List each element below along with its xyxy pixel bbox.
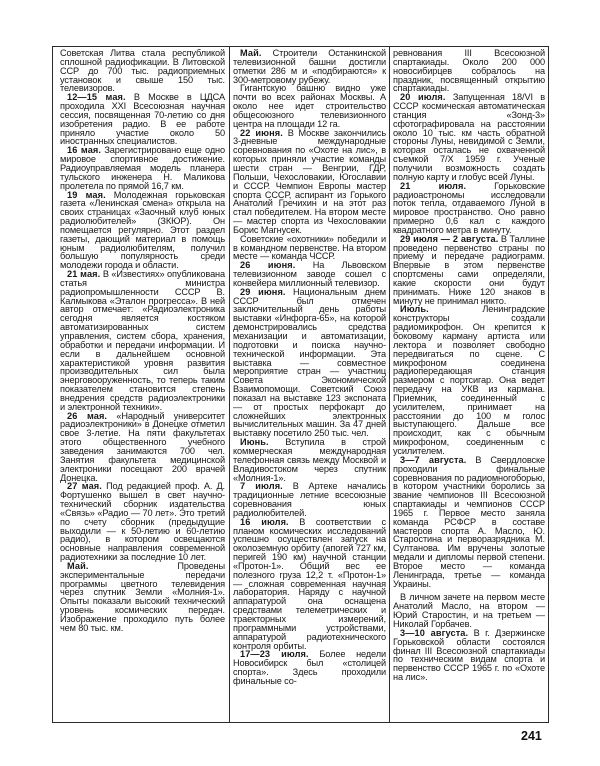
- entry-text: Под редакцией проф. А. Д. Фортушенко вышел в свет научно-технический сборник издательства «Связь» «Радио — 70 лет». Это третий по счету сборник (предыдущие выходили — к 50-летию и 60-летию радио), в котором освещаются основные направления современной радиотехники за последние 10 лет.: [60, 481, 225, 563]
- entry-text: Строители Останкинской телевизионной башни достигли отметки 286 м и «подбираются» к 300-метровому рубежу.: [233, 49, 386, 85]
- entry-date: 29 июля — 2 августа.: [400, 233, 499, 244]
- chronicle-entry: [233, 518, 386, 651]
- chronicle-entry: [233, 438, 386, 482]
- chronicle-entry: [60, 482, 225, 562]
- chronicle-entry: [393, 456, 545, 589]
- frame-right-rule: [548, 46, 549, 723]
- entry-text: В Артеке начались традиционные летние всесоюзные соревнования юных радиолюбителей.: [233, 481, 386, 518]
- chronicle-entry: [393, 593, 545, 628]
- chronicle-entry: [60, 562, 225, 633]
- chronicle-entry: [233, 482, 386, 517]
- chronicle-entry: [393, 305, 545, 455]
- page-number: 241: [521, 729, 542, 743]
- entry-text: Национальным днем СССР был отмечен заключительный день работы выставки «Инфорга-65», на которой демонстрировались средства механизации и автоматизации, подготовки и поиска научно-технической информации. Эта выставка — совместное мероприятие стран — участниц Совета Экономической Взаимопомощи. Советский Союз показал на выставке 123 экспоната — от простых перфокарт до сложнейших электронных вычислительных машин. За 47 дней выставку посетило 250 тыс. чел.: [233, 286, 386, 439]
- entry-date: 7 июля.: [240, 481, 283, 492]
- entry-text: Проведены экспериментальные передачи программы цветного телевидения через спутник Земли «Молния-1». Опыты показали высокий технический уровень космических передач. Изображение проходило путь более чем 80 тыс. км.: [60, 560, 225, 633]
- frame-top-rule: [52, 46, 549, 47]
- chronicle-entry-continued: [393, 49, 545, 93]
- entry-text: В Москве в ЦДСА проходила XXI Всесоюзная научная сессия, посвященная 70-летию со дня изобретения радио. В ее работе приняло участие около 50 иностранных специалистов.: [60, 92, 225, 147]
- entry-text: Вступила в строй коммерческая международная телефонная связь между Москвой и Владивостоком через спутник «Молния-1».: [233, 437, 386, 483]
- entry-date: 26 июня.: [240, 260, 296, 271]
- entry-date: 16 июля.: [240, 516, 289, 527]
- chronicle-entry: [60, 412, 225, 483]
- entry-text: На Львовском телевизионном заводе сошел с конвейера миллионный телевизор.: [233, 260, 386, 288]
- entry-date: 17—23 июля.: [240, 649, 309, 660]
- entry-date: 22 июня.: [240, 127, 283, 138]
- column-middle: [233, 49, 386, 720]
- chronicle-entry: [233, 84, 386, 128]
- frame-bottom-rule: [52, 722, 549, 723]
- entry-text: Советская Литва стала республикой сплошной радиофикации. В Литовской ССР до 700 тыс. радиоприемных установок и свыше 150 тыс. телевизоров.: [60, 49, 225, 94]
- entry-date: Июль.: [400, 304, 429, 315]
- entry-text: Более недели Новосибирск был «столицей спорта». Здесь проходили финальные со-: [233, 649, 386, 686]
- chronicle-entry: [233, 129, 386, 235]
- entry-date: 21 мая.: [67, 269, 101, 280]
- entry-date: 3—10 августа.: [400, 627, 469, 638]
- entry-date: 29 июня.: [240, 286, 286, 297]
- entry-date: 3—7 августа.: [400, 454, 467, 465]
- chronicle-entry: [233, 288, 386, 438]
- chronicle-entry: [393, 235, 545, 306]
- entry-date: 27 мая.: [67, 481, 102, 492]
- entry-text: ревнования III Всесоюзной спартакиады. Около 200 000 новосибирцев собралось на праздник, посвященный открытию спартакиады.: [393, 49, 545, 94]
- entry-text: Зарегистрировано еще одно мировое спортивное достижение. Радиоуправляемая модель планера тульского инженера Н. Маликова пролетела по прямой 16,7 км.: [60, 145, 225, 191]
- entry-text: В соответствии с планом космических исследований успешно осуществлен запуск на околоземную орбиту (апогей 727 км, перигей 190 км) научной станции «Протон-1». Общий вес ее полезного груза 12,2 т. «Протон-1» — сложная современная научная лаборатория. Наряду с научной аппаратурой она оснащена средствами телеметрических и траекторных измерений, программными устройствами, аппаратурой радиотехнического контроля орбиты.: [233, 516, 386, 651]
- entry-date: 16 мая.: [67, 145, 102, 156]
- column-right: [393, 49, 545, 720]
- entry-date: Май.: [240, 49, 262, 58]
- entry-date: 19 мая.: [67, 189, 106, 200]
- column-divider-rule: [229, 46, 230, 723]
- entry-text: В Свердловске проходили финальные соревнования по радиомногоборью, в котором участники боролись за звание чемпионов III Всесоюзной спартакиады и чемпионов СССР 1965 г. Первое место заняла команда РСФСР в составе мастеров спорта А. Масло, Ю. Старостина и перворазрядника М. Султанова. Им вручены золотые медали и дипломы первой степени. Второе место — команда Ленинграда, третье — команда Украины.: [393, 454, 545, 589]
- column-left: [60, 49, 225, 720]
- frame-left-rule: [52, 46, 53, 723]
- entry-text: В г. Дзержинске Горьковской области состоялся финал III Всесоюзной спартакиады по техническим видам спорта и первенство СССР 1965 г. по «Охоте на лис».: [393, 627, 545, 683]
- chronicle-entry: [60, 146, 225, 190]
- chronicle-entry: [393, 93, 545, 181]
- chronicle-entry: [60, 270, 225, 412]
- chronicle-entry: [233, 650, 386, 685]
- entry-date: 12—15 мая.: [67, 92, 126, 103]
- entry-text: «Народный университет радиоэлектроники» в Донецке отметил свое 3-летие. На пяти факультетах этого общественного учебного заведения занимаются 700 чел. Занятия факультета медицинской электроники посещают 200 врачей Донецка.: [60, 410, 225, 483]
- entry-date: Май.: [67, 560, 89, 571]
- entry-date: 21 июля.: [400, 180, 467, 191]
- chronicle-entry: [233, 261, 386, 288]
- chronicle-entry: [393, 182, 545, 235]
- chronicle-entry: [60, 191, 225, 271]
- entry-text: Ленинградские конструкторы создали радиомикрофон. Он крепится к боковому карману артиста или лектора и позволяет свободно передвигаться по сцене. С микрофоном соединена радиопередающая станция размером с портсигар. Она ведет передачу на УКВ из кармана. Приемник, соединенный с усилителем, принимает на расстоянии до 100 м голос выступающего. Дальше все происходит, как с обычным микрофоном, соединенным с усилителем.: [393, 304, 545, 456]
- column-divider-rule: [389, 46, 390, 723]
- entry-text: Молодежная горьковская газета «Ленинская смена» открыла на своих страницах «Заочный клуб юных радиолюбителей» (ЗКЮР). Он помещается регулярно. Этот раздел газеты, дающий материал в помощь юным радиолюбителям, получил большую популярность среди молодежи города и области.: [60, 189, 225, 271]
- entry-text: В личном зачете на первом месте Анатолий Масло, на втором — Юрий Старостин, и на третьем — Николай Горбачев.: [393, 592, 545, 629]
- entry-text: В Таллине проведено первенство страны по приему и передаче радиограмм. Впервые в этом первенстве спортсмены сами определяли, какие скорости они будут принимать. Ниже 120 знаков в минуту не принимал никто.: [393, 233, 545, 306]
- entry-text: Гигантскую башню видно уже почти во всех районах Москвы. А около нее идет строительство общесоюзного телевизионного центра на площади 12 га.: [233, 83, 386, 129]
- entry-date: 20 июля.: [400, 92, 446, 103]
- entry-text: Горьковские радиоастрономы исследовали поток тепла, отдаваемого Луной в мировое пространство. Оно равно примерно 0,6 кал с каждого квадратного метра в минуту.: [393, 180, 545, 235]
- chronicle-entry: [393, 629, 545, 682]
- entry-text: В Москве закончились 3-дневные международные соревнования по «Охоте на лис», в которых приняли участие команды шести стран — Венгрии, ГДР, Польши, Чехословакии, Югославии и СССР. Чемпион Европы мастер спорта СССР, аспирант из Горького Анатолий Гречихин и на этот раз стал победителем. На втором месте — мастер спорта из Чехословакии Борис Магнусек.: [233, 127, 386, 235]
- entry-text: Советские «охотники» победили и в командном первенстве. На втором месте — команда ЧССР.: [233, 233, 386, 262]
- chronicle-entry: [233, 49, 386, 84]
- entry-date: 26 мая.: [67, 410, 108, 421]
- chronicle-entry: [60, 93, 225, 146]
- entry-text: В «Известиях» опубликована статья министра радиопромышленности СССР В. Калмыкова «Эталон прогресса». В ней автор отмечает: «Радиоэлектроника сегодня является костяком автоматизированных систем управления, систем сбора, хранения, обработки и передачи информации. И если в дальнейшем основной характеристикой уровня развития производительных сил была энерговооруженность, то теперь таким показателем становится степень внедрения средств радиоэлектроники и электронной техники».: [60, 269, 225, 412]
- entry-date: Июнь.: [240, 437, 269, 448]
- chronicle-entry: [233, 235, 386, 262]
- chronicle-entry-continued: [60, 49, 225, 93]
- entry-text: Запущенная 18/VI в СССР космическая автоматическая станция «Зонд-3» сфотографировала на расстоянии около 10 тыс. км часть обратной стороны Луны, невидимой с Земли, которая осталась не охваченной съемкой 7/X 1959 г. Ученые получили возможность создать полную карту и глобус всей Луны.: [393, 92, 545, 182]
